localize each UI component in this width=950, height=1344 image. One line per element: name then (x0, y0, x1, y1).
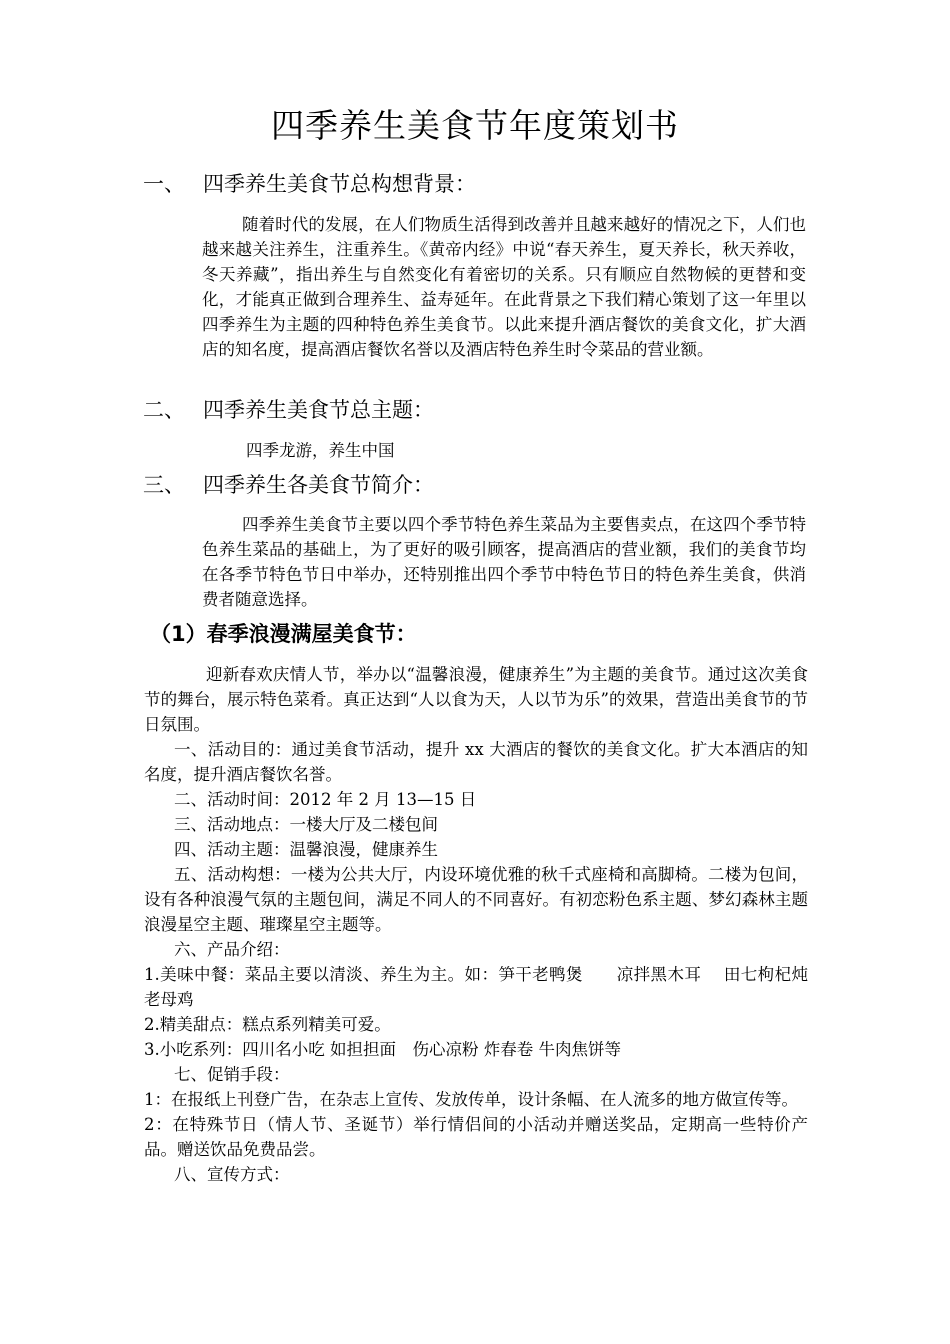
spring-publicity-heading: 八、宣传方式： (174, 1165, 290, 1184)
section-2-title: 四季养生美食节总主题： (203, 398, 434, 422)
section-2-paragraph: 四季龙游，养生中国 (246, 441, 395, 460)
spring-products-heading: 六、产品介绍： (174, 940, 290, 959)
section-1-number: 一、 (143, 172, 185, 196)
spring-festival-body (144, 662, 808, 1187)
spring-time: 二、活动时间：2012 年 2 月 13—15 日 (174, 790, 477, 809)
section-3-number: 三、 (143, 473, 185, 497)
spring-concept: 五、活动构想：一楼为公共大厅，内设环境优雅的秋千式座椅和高脚椅。二楼为包间，设有各种浪漫气氛的主题包间，满足不同人的不同喜好。有初恋粉色系主题、梦幻森林主题浪漫星空主题、璀璨星空主题等。 (144, 865, 808, 934)
section-1-title: 四季养生美食节总构想背景： (203, 172, 476, 196)
spring-promo-item: 1：在报纸上刊登广告，在杂志上宣传、发放传单，设计条幅、在人流多的地方做宣传等。 (144, 1090, 798, 1109)
section-3-paragraph: 四季养生美食节主要以四个季节特色养生菜品为主要售卖点，在这四个季节特色养生菜品的基础上，为了更好的吸引顾客，提高酒店的营业额，我们的美食节均在各季节特色节日中举办，还特别推出四个季节中特色节日的特色养生美食，供消费者随意选择。 (202, 515, 806, 609)
spring-product-item: 1.美味中餐：菜品主要以清淡、养生为主。如：笋干老鸭煲 凉拌黑木耳 田七枸杞炖老母鸡 (144, 965, 808, 1009)
spring-place: 三、活动地点：一楼大厅及二楼包间 (174, 815, 438, 834)
spring-product-item: 2.精美甜点：糕点系列精美可爱。 (144, 1015, 391, 1034)
spring-promo-item: 2：在特殊节日（情人节、圣诞节）举行情侣间的小活动并赠送奖品，定期高一些特价产品。赠送饮品免费品尝。 (144, 1115, 808, 1159)
document-title: 四季养生美食节年度策划书 (271, 106, 679, 145)
section-3-heading (143, 470, 434, 500)
spring-intro: 迎新春欢庆情人节，举办以“温馨浪漫，健康养生”为主题的美食节。通过这次美食节的舞台，展示特色菜肴。真正达到“人以食为天，人以节为乐”的效果，营造出美食节的节日氛围。 (144, 665, 808, 734)
section-1-heading (143, 169, 476, 199)
spring-promo-heading: 七、促销手段： (174, 1065, 290, 1084)
section-3-title: 四季养生各美食节简介： (203, 473, 434, 497)
spring-theme: 四、活动主题：温馨浪漫，健康养生 (174, 840, 438, 859)
spring-product-item: 3.小吃系列：四川名小吃 如担担面 伤心凉粉 炸春卷 牛肉焦饼等 (144, 1040, 621, 1059)
section-2-heading (143, 395, 434, 425)
spring-purpose: 一、活动目的：通过美食节活动，提升 xx 大酒店的餐饮的美食文化。扩大本酒店的知名度，提升酒店餐饮名誉。 (144, 740, 808, 784)
section-2-number: 二、 (143, 398, 185, 422)
spring-festival-heading: （1）春季浪漫满屋美食节： (150, 622, 417, 646)
section-1-paragraph: 随着时代的发展，在人们物质生活得到改善并且越来越好的情况之下，人们也越来越关注养生，注重养生。《黄帝内经》中说“春天养生，夏天养长，秋天养收，冬天养藏”，指出养生与自然变化有着密切的关系。只有顺应自然物候的更替和变化，才能真正做到合理养生、益寿延年。在此背景之下我们精心策划了这一年里以四季养生为主题的四种特色养生美食节。以此来提升酒店餐饮的美食文化，扩大酒店的知名度，提高酒店餐饮名誉以及酒店特色养生时令菜品的营业额。 (202, 215, 806, 359)
